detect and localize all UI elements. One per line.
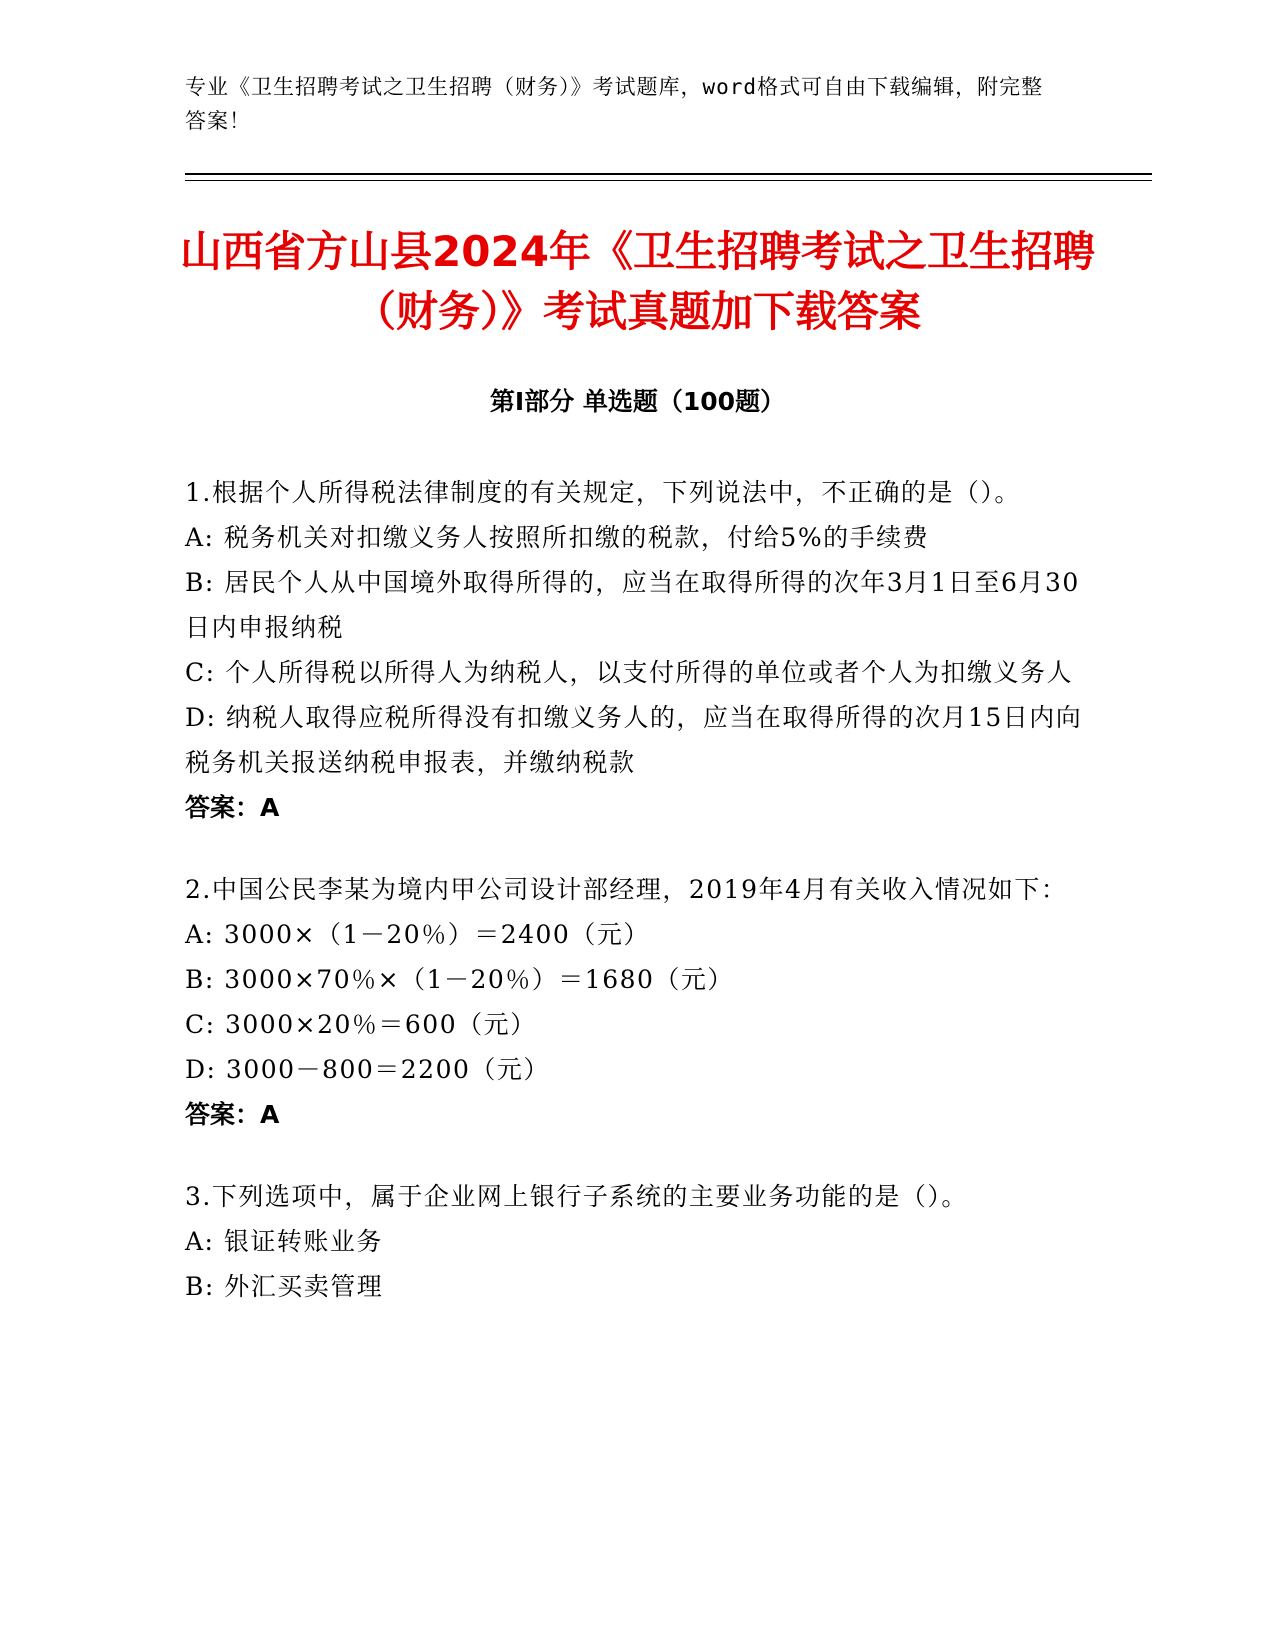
option-c: C: 个人所得税以所得人为纳税人，以支付所得的单位或者个人为扣缴义务人 bbox=[185, 658, 1074, 687]
question-2 bbox=[185, 867, 1090, 1137]
option-a: A: 银证转账业务 bbox=[185, 1227, 383, 1256]
header-rule bbox=[185, 173, 1152, 175]
answer-line bbox=[185, 1092, 1090, 1137]
header-note: 专业《卫生招聘考试之卫生招聘（财务）》考试题库，word格式可自由下载编辑，附完整答案！ bbox=[185, 75, 1044, 133]
option-a: A: 税务机关对扣缴义务人按照所扣缴的税款，付给5%的手续费 bbox=[185, 523, 930, 552]
answer-line bbox=[185, 785, 1090, 830]
option-b: B: 居民个人从中国境外取得所得的，应当在取得所得的次年3月1日至6月30日内申报纳税 bbox=[185, 568, 1080, 642]
option-b: B: 外汇买卖管理 bbox=[185, 1272, 384, 1301]
option-c: C: 3000×20％＝600（元） bbox=[185, 1010, 537, 1039]
option-d: D: 3000－800＝2200（元） bbox=[185, 1055, 550, 1084]
question-3 bbox=[185, 1174, 1090, 1309]
document-title: 山西省方山县2024年《卫生招聘考试之卫生招聘（财务）》考试真题加下载答案 bbox=[180, 227, 1095, 336]
answer-value: A bbox=[260, 1100, 280, 1129]
section-heading: 第I部分 单选题（100题） bbox=[489, 387, 786, 416]
answer-label: 答案： bbox=[185, 1100, 261, 1129]
option-d: D: 纳税人取得应税所得没有扣缴义务人的，应当在取得所得的次月15日内向税务机关报送纳税申报表，并缴纳税款 bbox=[185, 703, 1083, 777]
header-rule-thin bbox=[185, 180, 1152, 181]
answer-value: A bbox=[260, 793, 280, 822]
option-b: B: 3000×70％×（1－20％）＝1680（元） bbox=[185, 965, 734, 994]
answer-label: 答案： bbox=[185, 793, 261, 822]
option-a: A: 3000×（1－20％）＝2400（元） bbox=[185, 920, 650, 949]
question-1 bbox=[185, 470, 1090, 830]
question-stem: 3.下列选项中，属于企业网上银行子系统的主要业务功能的是（）。 bbox=[185, 1182, 968, 1211]
question-list bbox=[185, 470, 1090, 1346]
question-stem: 2.中国公民李某为境内甲公司设计部经理，2019年4月有关收入情况如下： bbox=[185, 875, 1068, 904]
question-stem: 1.根据个人所得税法律制度的有关规定，下列说法中，不正确的是（）。 bbox=[185, 478, 1021, 507]
